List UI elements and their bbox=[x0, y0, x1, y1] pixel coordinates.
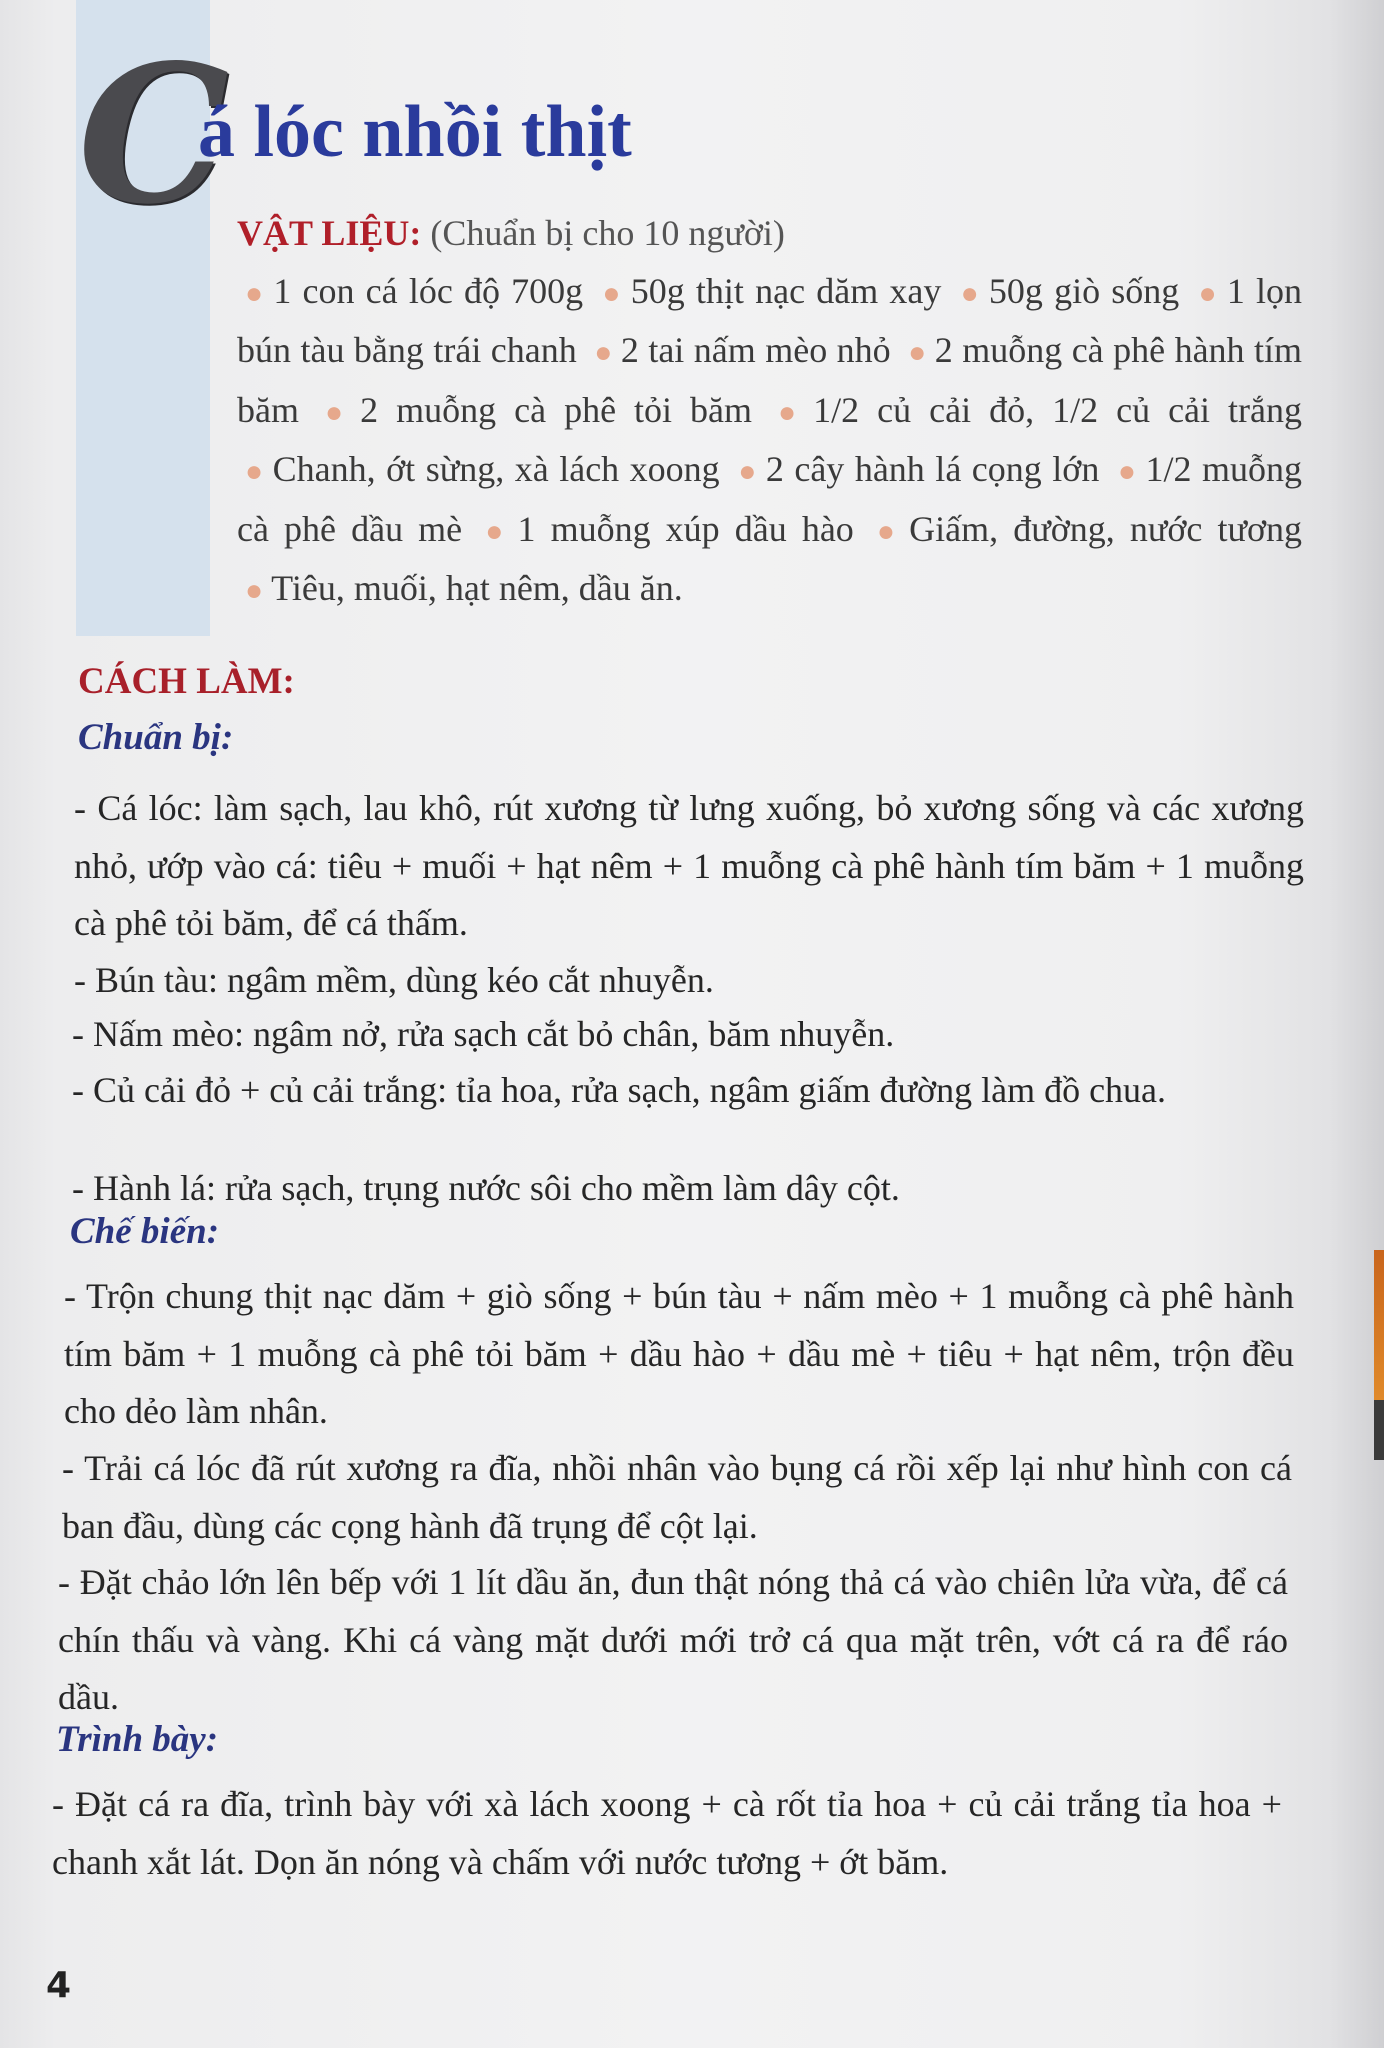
presentation-step: - Đặt cá ra đĩa, trình bày với xà lách xoong + cà rốt tỉa hoa + củ cải trắng tỉa hoa + chanh xắt lát. Dọn ăn nóng và chấm với nước tương + ớt băm. bbox=[52, 1784, 1282, 1882]
page-edge-orange bbox=[1374, 1250, 1384, 1400]
page-edge-dark bbox=[1374, 1400, 1384, 1460]
bullet-icon: ● bbox=[324, 395, 353, 429]
bullet-icon: ● bbox=[778, 395, 806, 429]
bullet-icon: ● bbox=[1198, 276, 1219, 310]
ingredients-heading: VẬT LIỆU: bbox=[237, 213, 422, 253]
page-title: á lóc nhồi thịt bbox=[198, 91, 632, 173]
bullet-icon: ● bbox=[738, 455, 758, 488]
ingredient-item: 1/2 củ cải đỏ, 1/2 củ cải trắng bbox=[813, 389, 1302, 430]
section-title-presentation: Trình bày: bbox=[56, 1719, 219, 1760]
bullet-icon: ● bbox=[876, 514, 902, 548]
cooking-step: - Trải cá lóc đã rút xương ra đĩa, nhồi nhân vào bụng cá rồi xếp lại như hình con cá ban đầu, dùng các cọng hành đã trụng để cột lại. bbox=[62, 1448, 1292, 1546]
bullet-icon: ● bbox=[960, 276, 981, 310]
ingredient-item: 2 muỗng cà phê hành tím băm bbox=[237, 330, 1303, 430]
bullet-icon: ● bbox=[245, 455, 265, 488]
prep-step: - Nấm mèo: ngâm nở, rửa sạch cắt bỏ chân, băm nhuyễn. bbox=[72, 1014, 895, 1054]
bullet-icon: ● bbox=[245, 276, 266, 310]
ingredient-item: 1 muỗng xúp dầu hào bbox=[517, 508, 854, 549]
ingredient-item: 2 cây hành lá cọng lớn bbox=[765, 449, 1100, 489]
prep-step: - Cá lóc: làm sạch, lau khô, rút xương từ lưng xuống, bỏ xương sống và các xương nhỏ, ướp vào cá: tiêu + muối + hạt nêm + 1 muỗng cà phê hành tím băm + 1 muỗng cà phê tỏi băm, để cá thấm. bbox=[74, 788, 1304, 943]
ingredient-item: 2 muỗng cà phê tỏi băm bbox=[360, 389, 753, 430]
method-heading: CÁCH LÀM: bbox=[78, 661, 295, 702]
prep-step: - Củ cải đỏ + củ cải trắng: tỉa hoa, rửa sạch, ngâm giấm đường làm đồ chua. bbox=[72, 1070, 1167, 1110]
bullet-icon: ● bbox=[1117, 455, 1138, 488]
ingredient-item: Tiêu, muối, hạt nêm, dầu ăn. bbox=[271, 568, 683, 608]
title-dropcap: C bbox=[78, 23, 230, 246]
bullet-icon: ● bbox=[602, 276, 623, 310]
ingredient-item: 1/2 muỗng cà phê dầu mè bbox=[237, 449, 1303, 549]
ingredients-note: (Chuẩn bị cho 10 người) bbox=[430, 213, 785, 253]
bullet-icon: ● bbox=[245, 574, 264, 607]
cooking-step: - Đặt chảo lớn lên bếp với 1 lít dầu ăn, đun thật nóng thả cá vào chiên lửa vừa, để cá chín thấu và vàng. Khi cá vàng mặt dưới mới trở cá qua mặt trên, vớt cá ra để ráo dầu. bbox=[58, 1562, 1288, 1717]
ingredient-item: 2 tai nấm mèo nhỏ bbox=[620, 330, 891, 370]
page-number: 4 bbox=[46, 1965, 72, 2006]
bullet-icon: ● bbox=[485, 514, 510, 548]
ingredient-item: Chanh, ớt sừng, xà lách xoong bbox=[272, 449, 720, 489]
ingredient-item: 1 con cá lóc độ 700g bbox=[273, 270, 584, 311]
ingredient-item: 50g thịt nạc dăm xay bbox=[630, 270, 942, 311]
ingredient-item: 50g giò sống bbox=[988, 270, 1180, 311]
ingredients-block bbox=[237, 205, 1302, 620]
bullet-icon: ● bbox=[908, 336, 927, 369]
prep-step: - Hành lá: rửa sạch, trụng nước sôi cho mềm làm dây cột. bbox=[72, 1168, 900, 1208]
ingredient-item: 1 lọn bún tàu bằng trái chanh bbox=[237, 270, 1303, 370]
section-title-prep: Chuẩn bị: bbox=[78, 717, 234, 758]
cooking-step: - Trộn chung thịt nạc dăm + giò sống + bún tàu + nấm mèo + 1 muỗng cà phê hành tím băm + 1 muỗng cà phê tỏi băm + dầu hào + dầu mè + tiêu + hạt nêm, trộn đều cho dẻo làm nhân. bbox=[64, 1276, 1294, 1431]
bullet-icon: ● bbox=[594, 336, 613, 369]
prep-step: - Bún tàu: ngâm mềm, dùng kéo cắt nhuyễn. bbox=[74, 960, 714, 1000]
section-title-cooking: Chế biến: bbox=[70, 1211, 220, 1252]
ingredient-item: Giấm, đường, nước tương bbox=[909, 508, 1303, 549]
